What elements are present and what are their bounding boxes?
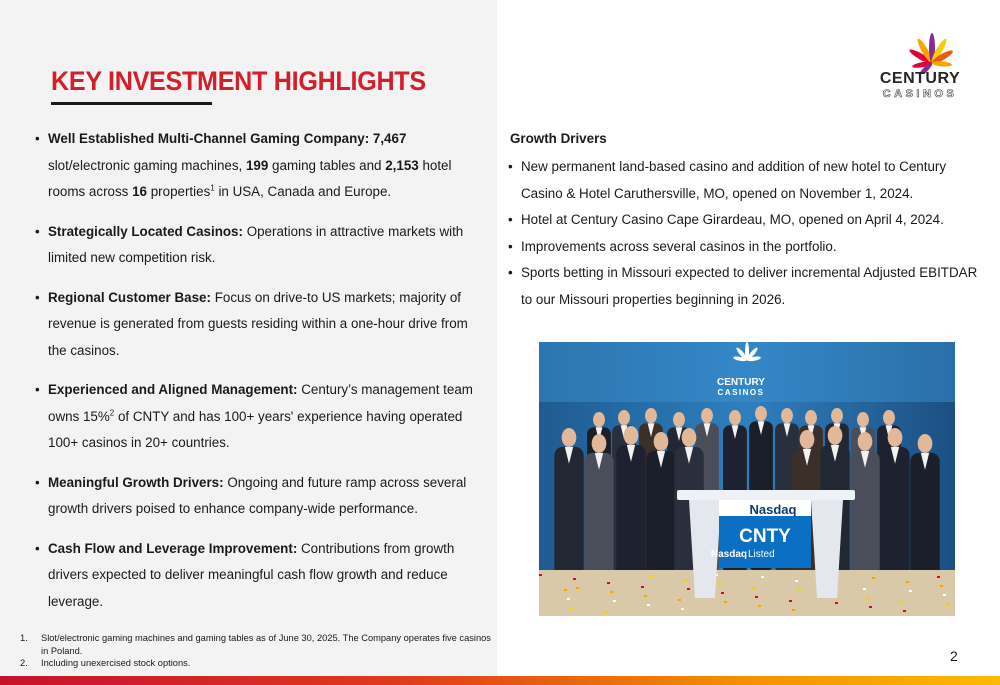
highlight-text: Operations in attractive markets with limited new competition risk.	[48, 223, 464, 265]
confetti-piece	[724, 601, 727, 603]
footnote-item	[20, 632, 495, 657]
screen-text-century: CENTURY	[717, 377, 765, 388]
confetti-piece	[903, 610, 906, 612]
highlight-item	[35, 219, 475, 272]
highlight-item	[35, 285, 475, 365]
confetti-piece	[607, 582, 610, 584]
footnote-text: Slot/electronic gaming machines and gaming tables as of June 30, 2025. The Company operates five casinos in Poland.	[41, 633, 491, 656]
logo-word-casinos: CASINOS	[882, 88, 958, 100]
highlight-bold-text: Well Established Multi-Channel Gaming Company: 7,467	[48, 131, 407, 146]
highlight-text: Century’s management team owns 15%	[48, 382, 473, 424]
confetti-piece	[718, 583, 721, 585]
highlight-bold-text: 199	[245, 157, 269, 173]
page-title: KEY INVESTMENT HIGHLIGHTS	[51, 66, 426, 96]
highlight-item	[35, 126, 475, 206]
confetti-piece	[539, 574, 542, 576]
confetti-piece	[755, 596, 758, 598]
highlight-bold-text: Meaningful Growth Drivers:	[48, 474, 224, 490]
confetti-piece	[940, 585, 943, 587]
highlight-bold-text: 2,153	[385, 157, 419, 173]
confetti-piece	[650, 575, 653, 577]
footnote-number: 1.	[20, 633, 28, 643]
confetti-piece	[681, 608, 684, 610]
highlight-text: Focus on drive-to US markets; majority of revenue is generated from guests residing within a one-hour drive from the casinos.	[48, 289, 468, 358]
highlight-item	[35, 470, 475, 523]
highlight-bold-text: Strategically Located Casinos:	[48, 223, 243, 239]
starburst-icon	[870, 30, 970, 74]
confetti-piece	[564, 589, 567, 591]
confetti-piece	[869, 606, 872, 608]
confetti-piece	[866, 597, 869, 599]
confetti-piece	[835, 602, 838, 604]
footnote-item	[20, 657, 495, 670]
confetti-piece	[872, 577, 875, 579]
logo-word-century: CENTURY	[879, 70, 961, 87]
nasdaq-bell-ceremony-photo	[539, 342, 955, 616]
highlight-text: in USA, Canada and Europe.	[214, 184, 392, 199]
confetti-piece	[795, 580, 798, 582]
footnote-ref: 1	[210, 183, 215, 193]
screen-text-casinos: CASINOS	[717, 388, 765, 397]
confetti-piece	[789, 600, 792, 602]
confetti-piece	[610, 591, 613, 593]
confetti-piece	[567, 598, 570, 600]
podium-ticker: CNTY	[739, 526, 791, 547]
confetti-piece	[644, 595, 647, 597]
confetti-piece	[758, 605, 761, 607]
podium-nasdaq-logo: Nasdaq	[749, 502, 797, 517]
growth-drivers-list	[508, 154, 988, 313]
highlight-item	[35, 377, 475, 457]
highlight-text: properties	[147, 184, 211, 199]
floor-confetti	[539, 570, 955, 616]
highlight-bold-text: 16	[132, 184, 147, 199]
page-number: 2	[950, 648, 958, 664]
highlight-text: hotel rooms across	[48, 157, 452, 199]
highlight-bold-text: Experienced and Aligned Management:	[48, 382, 298, 397]
highlight-bold-text: Regional Customer Base:	[48, 289, 211, 305]
confetti-piece	[946, 603, 949, 605]
highlight-text: gaming tables and	[268, 157, 386, 173]
confetti-piece	[761, 576, 764, 578]
confetti-piece	[906, 581, 909, 583]
confetti-piece	[798, 589, 801, 591]
confetti-piece	[573, 578, 576, 580]
confetti-piece	[576, 587, 579, 589]
confetti-piece	[678, 599, 681, 601]
footnote-text: Including unexercised stock options.	[41, 658, 191, 668]
footnote-ref: 2	[109, 408, 115, 418]
bottom-gradient-bar	[0, 676, 1000, 685]
highlights-list	[35, 126, 475, 628]
highlight-text: of CNTY and has 100+ years' experience having operated 100+ casinos in 20+ countries.	[48, 408, 463, 450]
podium-listed-prefix: Nasdaq	[710, 549, 747, 560]
confetti-piece	[641, 586, 644, 588]
growth-driver-item: • Hotel at Century Casino Cape Girardeau, MO, opened on April 4, 2024.	[508, 207, 988, 234]
confetti-piece	[909, 590, 912, 592]
confetti-piece	[570, 607, 573, 609]
confetti-piece	[721, 592, 724, 594]
highlight-item	[35, 536, 475, 616]
century-casinos-logo	[870, 30, 970, 100]
title-underline	[51, 102, 212, 105]
confetti-piece	[684, 579, 687, 581]
highlight-text: Ongoing and future ramp across several growth drivers poised to enhance company-wide performance.	[48, 474, 467, 516]
footnotes	[20, 632, 495, 670]
confetti-piece	[937, 576, 940, 578]
growth-driver-item: • New permanent land-based casino and addition of new hotel to Century Casino & Hotel Caruthersville, MO, opened on November 1, 2024.	[508, 154, 988, 207]
confetti-piece	[943, 594, 946, 596]
confetti-piece	[752, 587, 755, 589]
highlight-text: Contributions from growth drivers expected to deliver meaningful cash flow growth and reduce leverage.	[48, 540, 455, 609]
confetti-piece	[687, 588, 690, 590]
growth-driver-item: • Sports betting in Missouri expected to deliver incremental Adjusted EBITDAR to our Missouri properties beginning in 2026.	[508, 260, 988, 313]
growth-drivers-title: Growth Drivers	[510, 131, 607, 146]
highlight-text: slot/electronic gaming machines,	[48, 157, 246, 173]
confetti-piece	[604, 611, 607, 613]
confetti-piece	[613, 600, 616, 602]
confetti-piece	[647, 604, 650, 606]
confetti-piece	[863, 588, 866, 590]
growth-driver-item: • Improvements across several casinos in the portfolio.	[508, 234, 988, 261]
confetti-piece	[792, 609, 795, 611]
person-silhouette	[616, 426, 645, 595]
podium-listed-suffix: Listed	[748, 549, 775, 560]
footnote-number: 2.	[20, 658, 28, 668]
confetti-piece	[900, 601, 903, 603]
highlight-bold-text: Cash Flow and Leverage Improvement:	[48, 540, 298, 556]
